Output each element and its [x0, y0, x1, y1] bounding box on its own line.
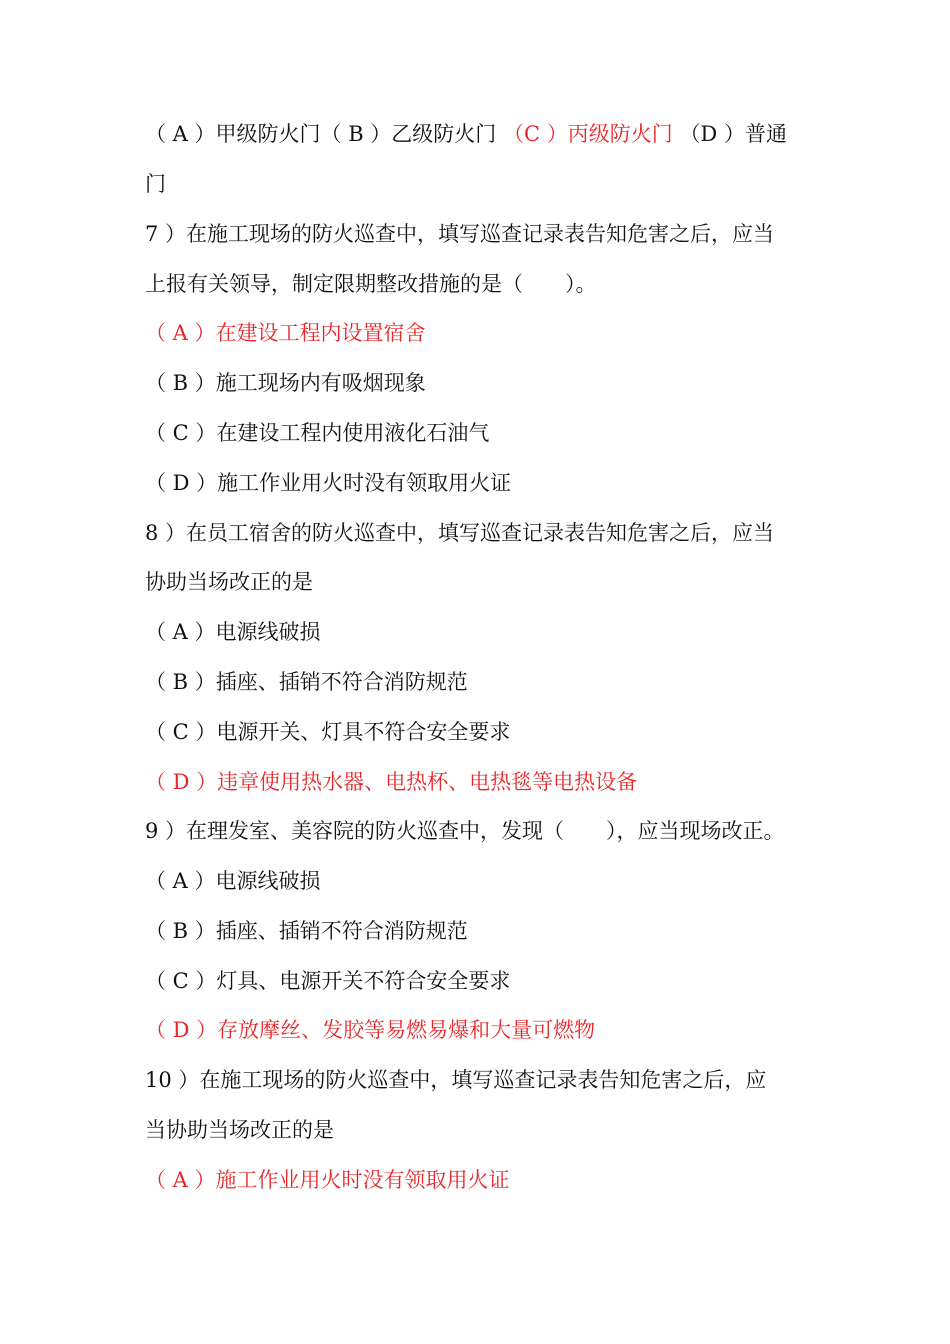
q9-option-b: （ B ）插座、插销不符合消防规范	[145, 919, 468, 943]
q7-option-b: （ B ）施工现场内有吸烟现象	[145, 371, 426, 395]
q7-question-line-2: 上报有关领导，制定限期整改措施的是（ ）。	[145, 272, 597, 296]
q10-question-line-1: 10 ）在施工现场的防火巡查中，填写巡查记录表告知危害之后，应	[145, 1068, 767, 1092]
q7-option-d: （ D ）施工作业用火时没有领取用火证	[145, 471, 512, 495]
q9-question-line-1: 9 ）在理发室、美容院的防火巡查中，发现（ ），应当现场改正。	[145, 819, 785, 843]
q9-option-c: （ C ）灯具、电源开关不符合安全要求	[145, 969, 511, 993]
q8-question-line-2: 协助当场改正的是	[145, 570, 313, 594]
q6-option-b: （ B ）乙级防火门	[320, 122, 497, 146]
q7-option-c: （ C ）在建设工程内使用液化石油气	[145, 421, 490, 445]
q6-option-d: （D ）普通	[679, 122, 787, 146]
q8-option-d-answer: （ D ）违章使用热水器、电热杯、电热毯等电热设备	[145, 770, 638, 794]
q8-option-b: （ B ）插座、插销不符合消防规范	[145, 670, 468, 694]
q7-option-a-answer: （ A ）在建设工程内设置宿舍	[145, 321, 426, 345]
q8-option-c: （ C ）电源开关、灯具不符合安全要求	[145, 720, 511, 744]
q6-option-d-continued: 门	[145, 172, 166, 196]
q9-option-d-answer: （ D ）存放摩丝、发胶等易燃易爆和大量可燃物	[145, 1018, 596, 1042]
q9-option-a: （ A ）电源线破损	[145, 869, 321, 893]
q7-question-line-1: 7 ）在施工现场的防火巡查中，填写巡查记录表告知危害之后，应当	[145, 222, 775, 246]
q8-option-a: （ A ）电源线破损	[145, 620, 321, 644]
q6-option-a: （ A ）甲级防火门	[145, 122, 321, 146]
q10-option-a-answer: （ A ）施工作业用火时没有领取用火证	[145, 1168, 510, 1192]
q10-question-line-2: 当协助当场改正的是	[145, 1118, 334, 1142]
q6-option-c-answer: （C ）丙级防火门	[503, 122, 673, 146]
q6-options-line	[145, 119, 815, 149]
q8-question-line-1: 8 ）在员工宿舍的防火巡查中，填写巡查记录表告知危害之后，应当	[145, 521, 775, 545]
